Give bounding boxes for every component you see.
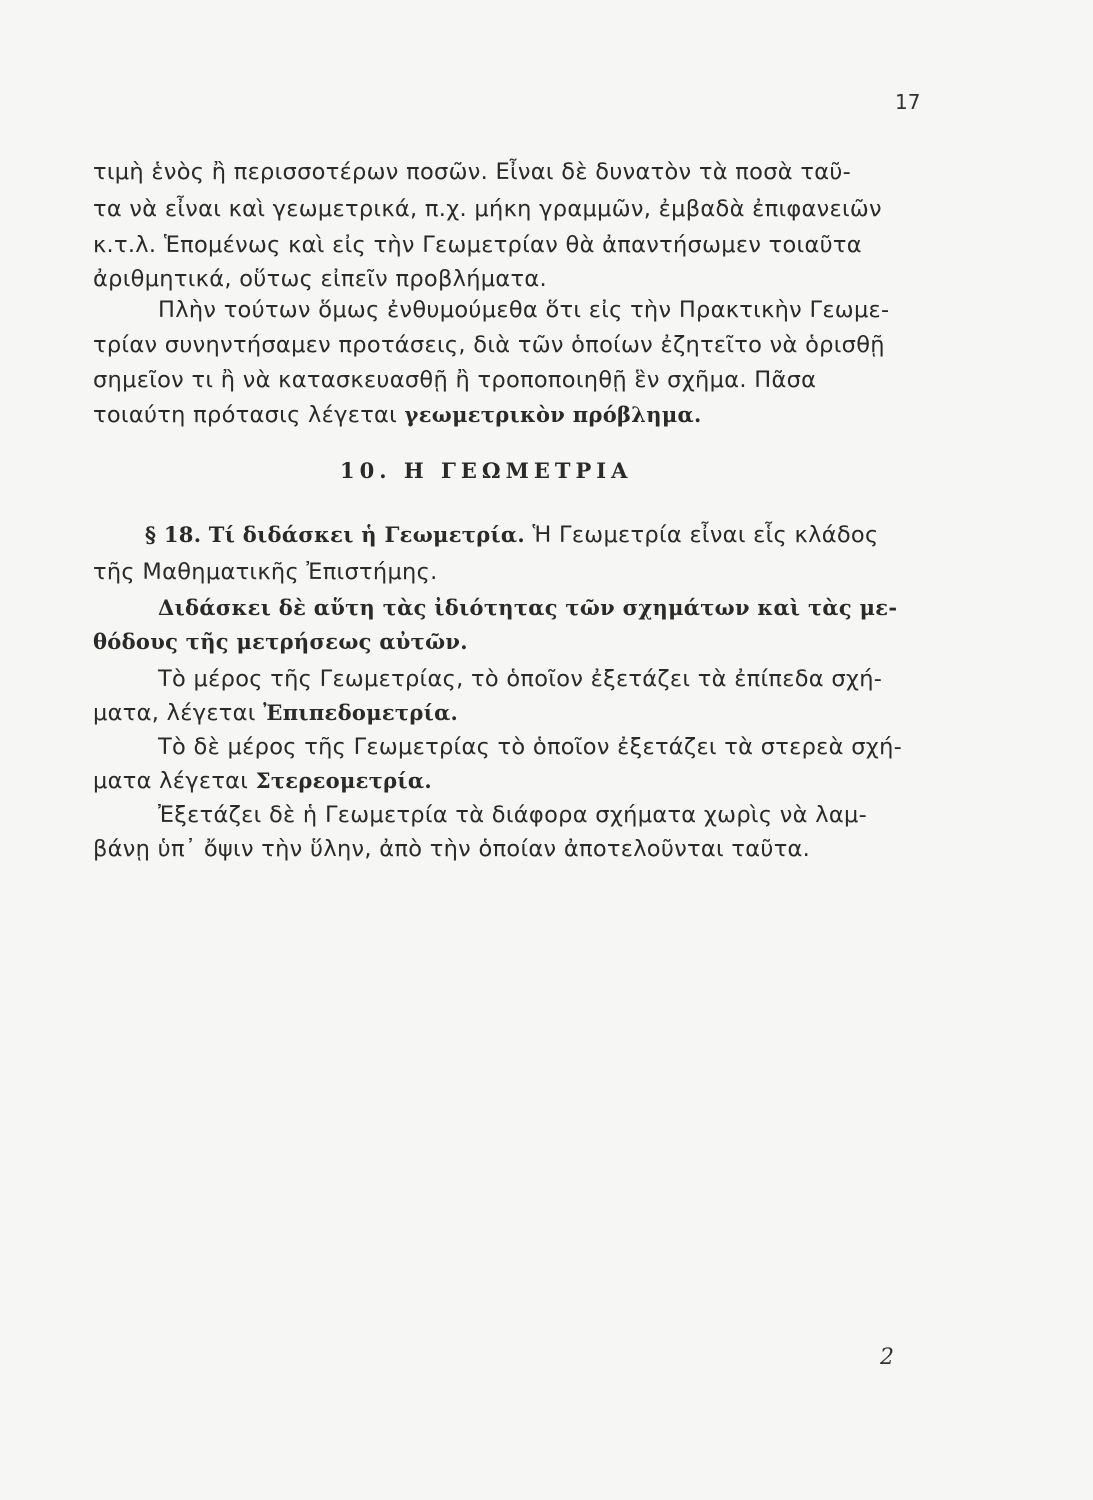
- page-number: 17: [895, 90, 921, 114]
- text-line: τῆς Μαθηματικῆς Ἐπιστήμης.: [93, 559, 438, 585]
- text-line: [93, 764, 953, 798]
- text-line: Τὸ δὲ μέρος τῆς Γεωμετρίας τὸ ὁποῖον ἐξετάζει τὰ στερεὰ σχή-: [158, 734, 903, 760]
- text-line: [145, 518, 1005, 552]
- signature-number: 2: [880, 1345, 894, 1370]
- text-line: [93, 696, 953, 730]
- text-line: [93, 398, 953, 432]
- text-line: Πλὴν τούτων ὅμως ἐνθυμούμεθα ὅτι εἰς τὴν Πρακτικὴν Γεωμε-: [158, 297, 890, 323]
- section-heading: 10. Η ΓΕΩΜΕΤΡΙΑ: [340, 458, 633, 483]
- bold-term: γεωμετρικὸν πρόβλημα.: [404, 402, 702, 427]
- section-title: Τί διδάσκει ἡ Γεωμετρία.: [208, 522, 525, 547]
- plain-text: τοιαύτη πρότασις λέγεται: [93, 402, 405, 428]
- text-line: κ.τ.λ. Ἑπομένως καὶ εἰς τὴν Γεωμετρίαν θὰ ἀπαντήσωμεν τοιαῦτα: [93, 232, 862, 258]
- text-line: Τὸ μέρος τῆς Γεωμετρίας, τὸ ὁποῖον ἐξετάζει τὰ ἐπίπεδα σχή-: [158, 666, 883, 692]
- text-line: βάνῃ ὑπ᾿ ὄψιν τὴν ὕλην, ἀπὸ τὴν ὁποίαν ἀποτελοῦνται ταῦτα.: [93, 836, 811, 862]
- text-line: σημεῖον τι ἢ νὰ κατασκευασθῇ ἢ τροποποιηθῇ ἓν σχῆμα. Πᾶσα: [93, 367, 817, 393]
- text-line: τιμὴ ἑνὸς ἢ περισσοτέρων ποσῶν. Εἶναι δὲ δυνατὸν τὰ ποσὰ ταῦ-: [93, 159, 852, 185]
- plain-text: ματα λέγεται: [93, 768, 256, 794]
- text-line: τρίαν συνηντήσαμεν προτάσεις, διὰ τῶν ὁποίων ἐζητεῖτο νὰ ὁρισθῇ: [93, 332, 885, 358]
- bold-line: θόδους τῆς μετρήσεως αὐτῶν.: [93, 629, 468, 654]
- bold-term: Στερεομετρία.: [255, 768, 432, 793]
- bold-term: Ἐπιπεδομετρία.: [263, 700, 459, 725]
- plain-text: ματα, λέγεται: [93, 700, 264, 726]
- section-number: § 18.: [145, 522, 202, 547]
- text-line: τα νὰ εἶναι καὶ γεωμετρικά, π.χ. μήκη γραμμῶν, ἐμβαδὰ ἐπιφανειῶν: [93, 196, 882, 222]
- bold-line: Διδάσκει δὲ αὕτη τὰς ἰδιότητας τῶν σχημάτων καὶ τὰς με-: [158, 595, 898, 620]
- plain-text: Ἡ Γεωμετρία εἶναι εἷς κλάδος: [525, 522, 879, 548]
- text-line: ἀριθμητικά, οὕτως εἰπεῖν προβλήματα.: [93, 266, 547, 292]
- text-line: Ἐξετάζει δὲ ἡ Γεωμετρία τὰ διάφορα σχήματα χωρὶς νὰ λαμ-: [158, 802, 868, 828]
